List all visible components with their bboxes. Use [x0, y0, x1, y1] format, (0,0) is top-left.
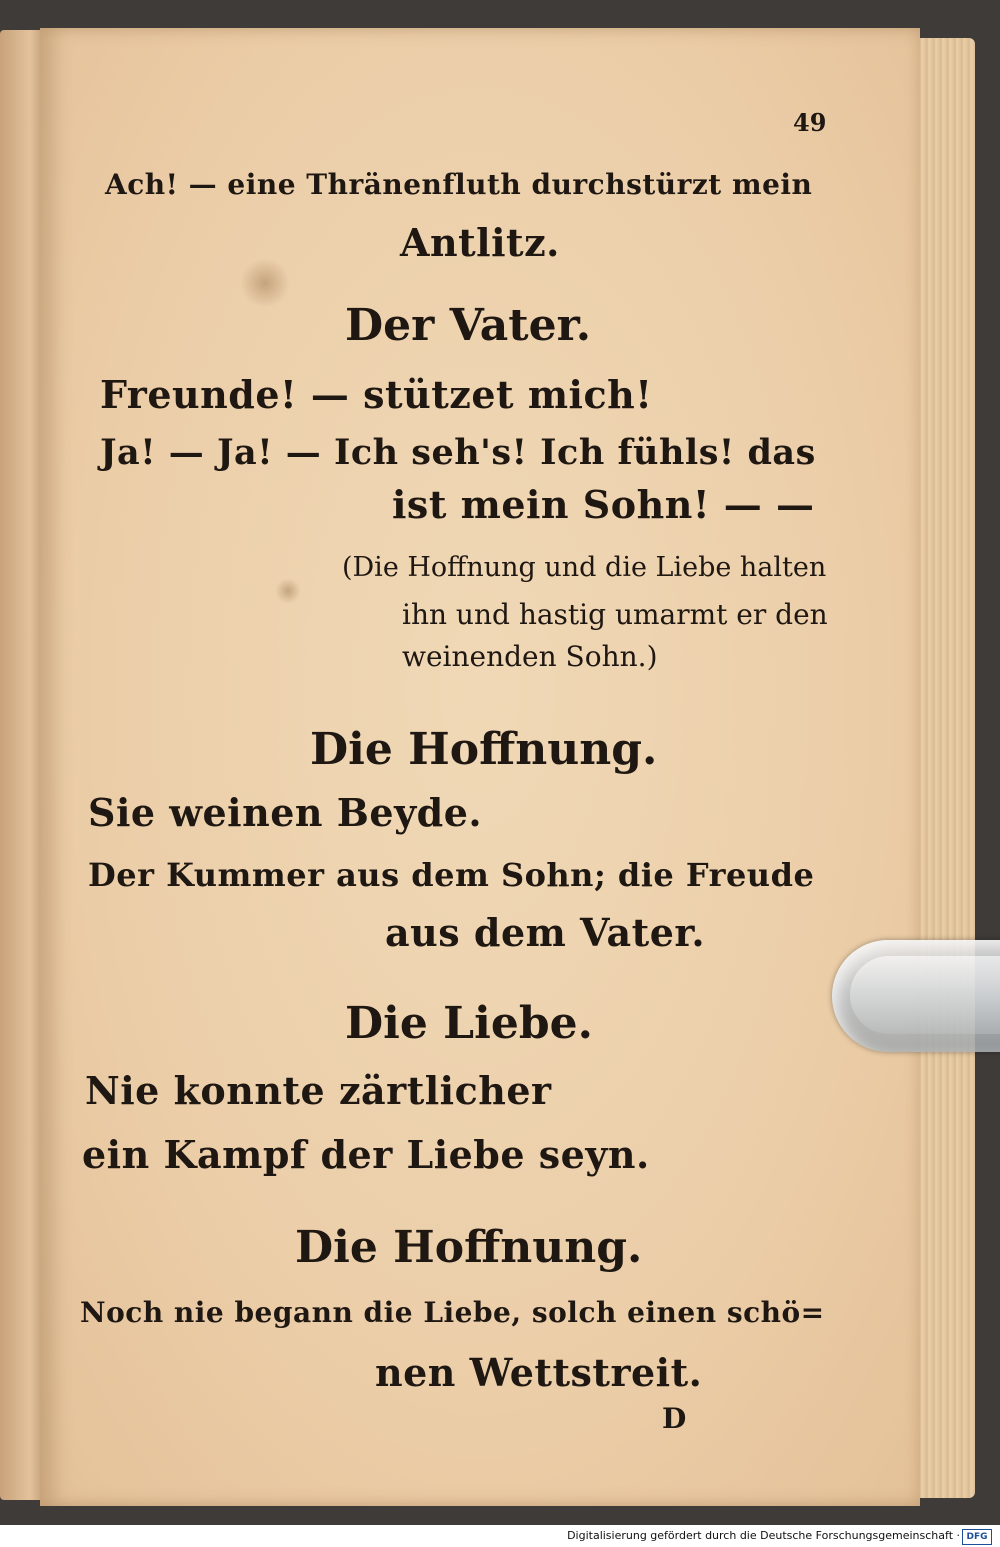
speaker-heading: Die Liebe. — [345, 998, 593, 1049]
footer-bar — [0, 1525, 1000, 1547]
text-line: aus dem Vater. — [385, 910, 706, 955]
text-line: ist mein Sohn! — — — [392, 482, 815, 527]
text-line: Nie konnte zärtlicher — [85, 1068, 552, 1113]
clip-highlight — [850, 956, 1000, 1034]
page-number: 49 — [793, 108, 827, 137]
text-line: Noch nie begann die Liebe, solch einen schö= — [80, 1296, 825, 1329]
speaker-heading: Die Hoffnung. — [295, 1222, 643, 1273]
speaker-heading: Der Vater. — [345, 300, 592, 351]
paper-stain — [275, 578, 301, 604]
text-line: ein Kampf der Liebe seyn. — [82, 1132, 650, 1177]
text-line: Der Kummer aus dem Sohn; die Freude — [88, 856, 815, 894]
text-line: Antlitz. — [400, 220, 560, 265]
glass-page-clip — [832, 940, 1000, 1052]
text-line: Ach! — eine Thränenfluth durchstürzt mein — [105, 168, 813, 201]
text-line: Sie weinen Beyde. — [88, 790, 483, 835]
speaker-heading: Die Hoffnung. — [310, 724, 658, 775]
signature-mark: D — [662, 1402, 687, 1435]
stage-direction: ihn und hastig umarmt er den — [402, 598, 828, 631]
text-line: nen Wettstreit. — [375, 1350, 703, 1395]
stage-direction: weinenden Sohn.) — [402, 640, 658, 673]
dfg-logo-icon: DFG — [962, 1529, 992, 1545]
text-line: Ja! — Ja! — Ich seh's! Ich fühls! das — [100, 432, 816, 473]
paper-stain — [240, 258, 290, 308]
text-line: Freunde! — stützet mich! — [100, 372, 653, 417]
footer-credit: Digitalisierung gefördert durch die Deutsche Forschungsgemeinschaft · — [567, 1529, 960, 1542]
stage-direction: (Die Hoffnung und die Liebe halten — [342, 552, 827, 583]
